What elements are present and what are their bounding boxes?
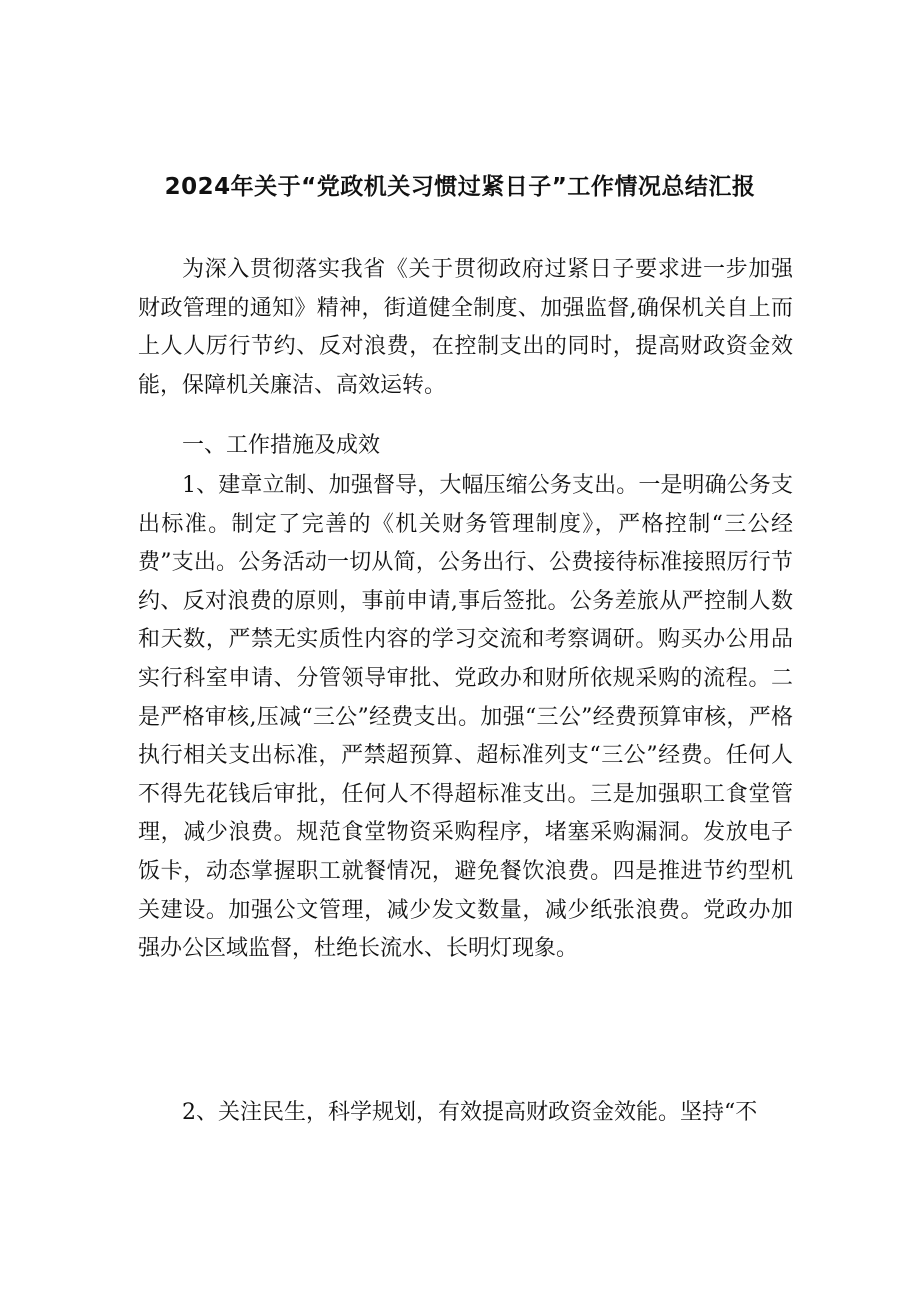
section-heading: 一、工作措施及成效 xyxy=(182,433,381,458)
document-title: 2024年关于“党政机关习惯过紧日子”工作情况总结汇报 xyxy=(164,174,756,200)
intro-paragraph: 为深入贯彻落实我省《关于贯彻政府过紧日子要求进一步加强财政管理的通知》精神，街道健全制度、加强监督,确保机关自上而上人人厉行节约、反对浪费，在控制支出的同时，提高财政资金效能，保障机关廉洁、高效运转。 xyxy=(138,257,793,398)
item-2-paragraph: 2、关注民生，科学规划，有效提高财政资金效能。坚持“不 xyxy=(182,1100,758,1125)
item-1-paragraph: 1、建章立制、加强督导，大幅压缩公务支出。一是明确公务支出标准。制定了完善的《机关财务管理制度》，严格控制“三公经费”支出。公务活动一切从简，公务出行、公费接待标准接照厉行节约、反对浪费的原则，事前申请,事后签批。公务差旅从严控制人数和天数，严禁无实质性内容的学习交流和考察调研。购买办公用品实行科室申请、分管领导审批、党政办和财所依规采购的流程。二是严格审核,压减“三公”经费支出。加强“三公”经费预算审核，严格执行相关支出标准，严禁超预算、超标准列支“三公”经费。任何人不得先花钱后审批，任何人不得超标准支出。三是加强职工食堂管理，减少浪费。规范食堂物资采购程序，堵塞采购漏洞。发放电子饭卡，动态掌握职工就餐情况，避免餐饮浪费。四是推进节约型机关建设。加强公文管理，减少发文数量，减少纸张浪费。党政办加强办公区域监督，杜绝长流水、长明灯现象。 xyxy=(138,473,793,962)
